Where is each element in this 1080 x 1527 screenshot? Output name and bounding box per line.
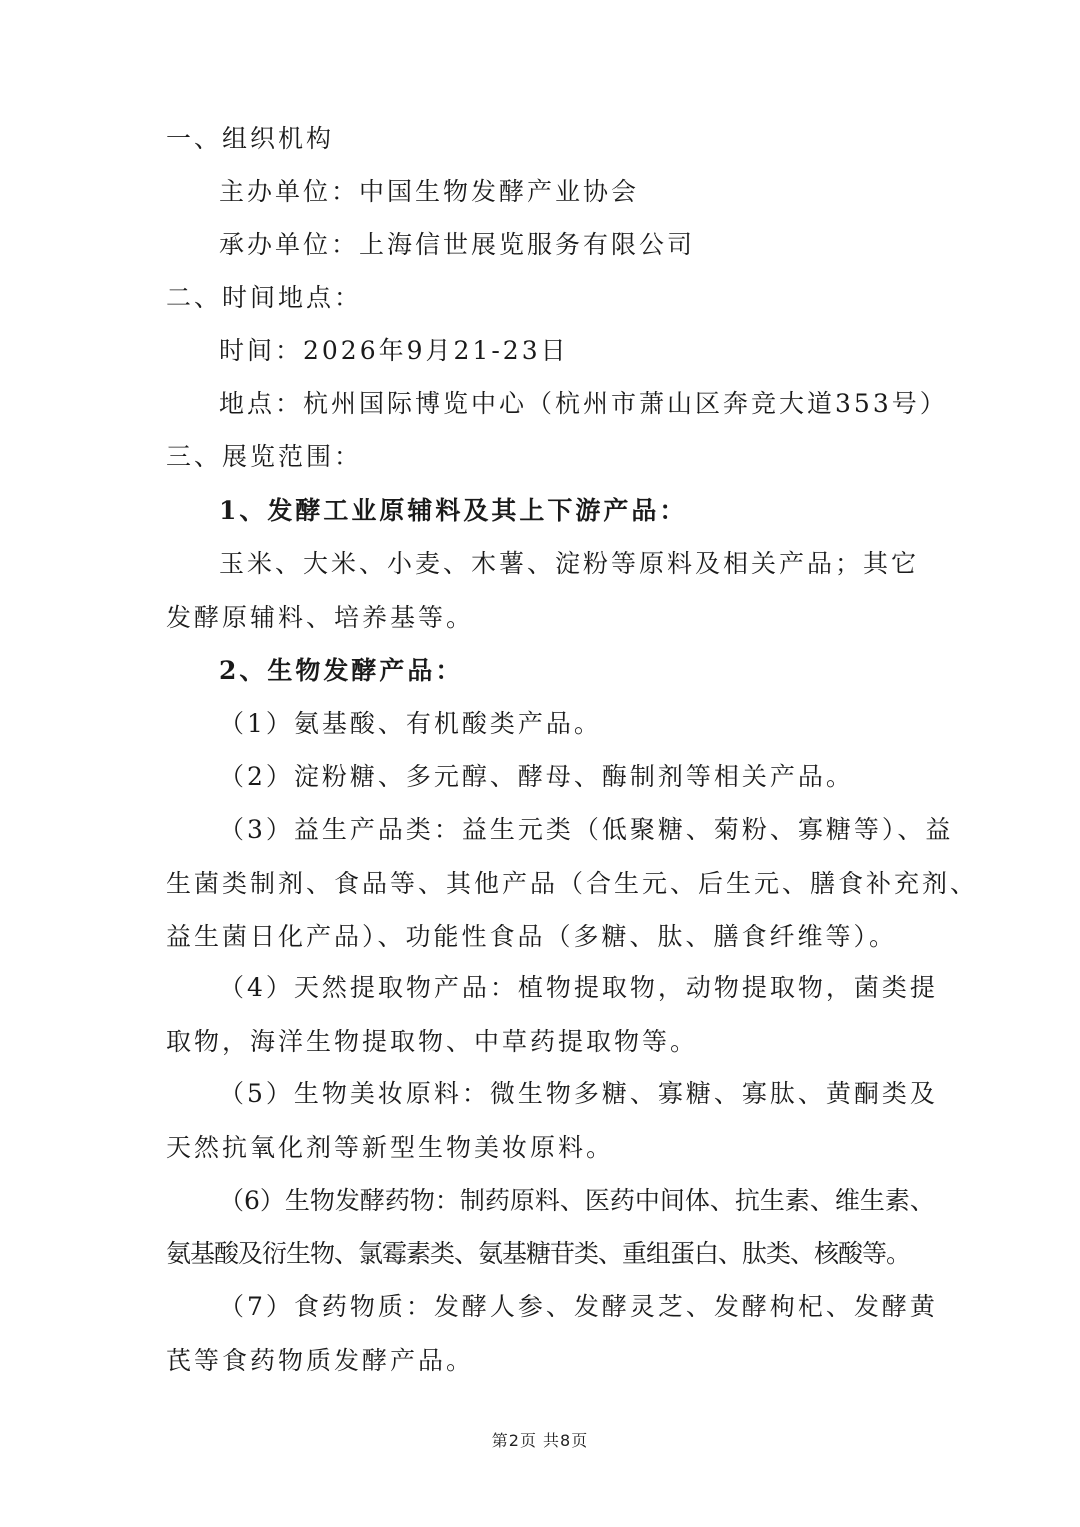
scope-item2-p4-line2: 取物，海洋生物提取物、中草药提取物等。: [166, 1027, 699, 1056]
section-heading-time-place: 二、时间地点：: [166, 283, 363, 312]
organizer-unit-line: 承办单位：上海信世展览服务有限公司: [219, 230, 696, 259]
scope-item2-p5-line1: （5）生物美妆原料：微生物多糖、寡糖、寡肽、黄酮类及: [219, 1079, 938, 1108]
time-line: 时间：2026年9月21-23日: [219, 336, 569, 365]
scope-item1-text-line2: 发酵原辅料、培养基等。: [166, 603, 475, 632]
page-number-footer: 第2页 共8页: [491, 1431, 589, 1450]
scope-item2-p3-line3: 益生菌日化产品）、功能性食品（多糖、肽、膳食纤维等）。: [166, 922, 898, 951]
scope-item1-title: 1、发酵工业原辅料及其上下游产品：: [219, 496, 688, 525]
scope-item2-p6-line1: （6）生物发酵药物：制药原料、医药中间体、抗生素、维生素、: [219, 1186, 935, 1215]
scope-item2-title: 2、生物发酵产品：: [219, 656, 464, 685]
scope-item2-p4-line1: （4）天然提取物产品：植物提取物，动物提取物，菌类提: [219, 973, 938, 1002]
scope-item2-p7-line2: 芪等食药物质发酵产品。: [166, 1346, 475, 1375]
scope-item2-p2: （2）淀粉糖、多元醇、酵母、酶制剂等相关产品。: [219, 762, 854, 791]
scope-item2-p5-line2: 天然抗氧化剂等新型生物美妆原料。: [166, 1133, 615, 1162]
host-unit-line: 主办单位：中国生物发酵产业协会: [219, 177, 640, 206]
scope-item2-p3-line2: 生菌类制剂、食品等、其他产品（合生元、后生元、膳食补充剂、: [166, 869, 979, 898]
scope-item1-text-line1: 玉米、大米、小麦、木薯、淀粉等原料及相关产品；其它: [219, 549, 920, 578]
scope-item2-p6-line2: 氨基酸及衍生物、氯霉素类、氨基糖苷类、重组蛋白、肽类、核酸等。: [166, 1239, 911, 1268]
scope-item2-p7-line1: （7）食药物质：发酵人参、发酵灵芝、发酵枸杞、发酵黄: [219, 1292, 938, 1321]
section-heading-scope: 三、展览范围：: [166, 442, 363, 471]
scope-item2-p1: （1）氨基酸、有机酸类产品。: [219, 709, 602, 738]
scope-item2-p3-line1: （3）益生产品类：益生元类（低聚糖、菊粉、寡糖等）、益: [219, 815, 954, 844]
section-heading-organization: 一、组织机构: [166, 124, 335, 153]
place-line: 地点：杭州国际博览中心（杭州市萧山区奔竞大道353号）: [219, 389, 948, 418]
